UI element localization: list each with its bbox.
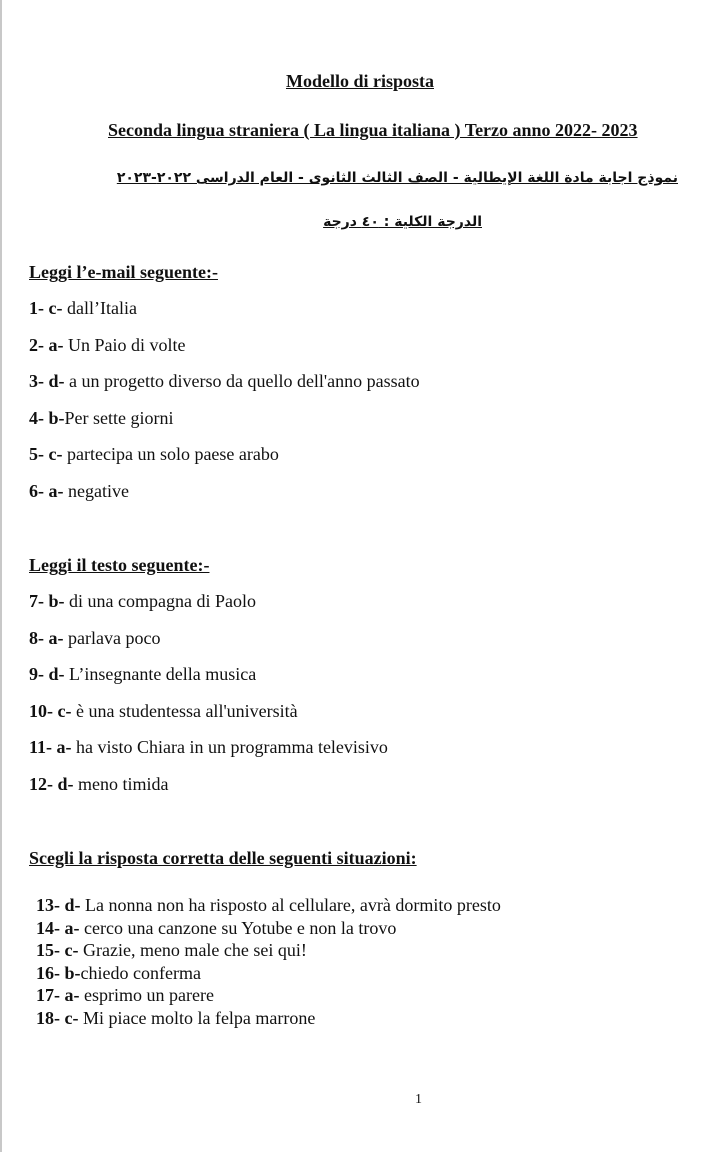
answer-text: L’insegnante della musica <box>64 664 257 685</box>
answer-item <box>29 773 168 795</box>
answer-text: meno timida <box>73 774 169 794</box>
answer-text: di una compagna di Paolo <box>64 591 256 611</box>
arabic-total-grade: الدرجة الكلية : ٤٠ درجة <box>323 214 482 230</box>
answer-item <box>29 736 388 758</box>
page-border <box>0 0 2 1152</box>
answer-item <box>29 370 420 392</box>
answer-text: chiedo conferma <box>80 962 201 983</box>
page-number: 1 <box>415 1092 422 1107</box>
answer-text: Per sette giorni <box>64 407 174 428</box>
answer-item <box>29 590 256 612</box>
answer-number: 7- b- <box>29 591 65 611</box>
answer-number: 14- a- <box>36 917 80 938</box>
answer-text: partecipa un solo paese arabo <box>62 444 279 465</box>
answer-number: 13- d- <box>36 895 81 915</box>
answer-item <box>36 939 307 961</box>
section-heading: Scegli la risposta corretta delle seguenti situazioni: <box>29 848 417 868</box>
document-subtitle: Seconda lingua straniera ( La lingua italiana ) Terzo anno 2022- 2023 <box>108 120 638 140</box>
arabic-title: نموذج اجابة مادة اللغة الإيطالية - الصف الثالث الثانوى - العام الدراسى ٢٠٢٢-٢٠٢٣ <box>116 170 678 186</box>
answer-item <box>36 984 214 1006</box>
answer-item <box>29 443 279 465</box>
answer-number: 6- a- <box>29 481 64 501</box>
answer-item <box>36 1007 315 1029</box>
answer-item <box>29 334 186 356</box>
answer-number: 11- a- <box>29 737 72 758</box>
answer-number: 16- b- <box>36 962 81 983</box>
answer-number: 2- a- <box>29 334 64 355</box>
answer-text: dall’Italia <box>62 298 137 318</box>
answer-item <box>36 962 201 984</box>
answer-number: 18- c- <box>36 1008 79 1028</box>
answer-number: 17- a- <box>36 985 80 1006</box>
answer-text: Grazie, meno male che sei qui! <box>78 940 307 961</box>
answer-number: 8- a- <box>29 627 64 648</box>
answer-text: negative <box>63 481 129 501</box>
answer-text: La nonna non ha risposto al cellulare, avrà dormito presto <box>80 895 501 915</box>
answer-item <box>29 700 298 722</box>
answer-item <box>36 894 501 916</box>
answer-number: 10- c- <box>29 700 72 721</box>
section-heading: Leggi l’e-mail seguente:- <box>29 262 218 282</box>
answer-number: 12- d- <box>29 774 74 794</box>
answer-text: ha visto Chiara in un programma televisivo <box>71 737 388 758</box>
answer-number: 5- c- <box>29 444 63 465</box>
answer-item <box>36 917 396 939</box>
answer-text: esprimo un parere <box>79 985 214 1006</box>
answer-item <box>29 627 160 649</box>
answer-item <box>29 480 129 502</box>
answer-text: Mi piace molto la felpa marrone <box>78 1008 316 1028</box>
answer-text: cerco una canzone su Yotube e non la trovo <box>79 917 397 938</box>
answer-number: 3- d- <box>29 371 65 392</box>
document-title: Modello di risposta <box>285 71 434 91</box>
answer-item <box>29 297 137 319</box>
answer-number: 1- c- <box>29 298 63 318</box>
answer-text: parlava poco <box>63 627 161 648</box>
section-heading: Leggi il testo seguente:- <box>29 555 210 575</box>
answer-text: Un Paio di volte <box>63 334 186 355</box>
answer-number: 15- c- <box>36 940 79 961</box>
answer-number: 9- d- <box>29 664 65 685</box>
answer-item <box>29 407 173 429</box>
answer-item <box>29 663 256 685</box>
answer-number: 4- b- <box>29 407 65 428</box>
answer-text: a un progetto diverso da quello dell'anno passato <box>64 371 420 392</box>
answer-text: è una studentessa all'università <box>71 700 298 721</box>
